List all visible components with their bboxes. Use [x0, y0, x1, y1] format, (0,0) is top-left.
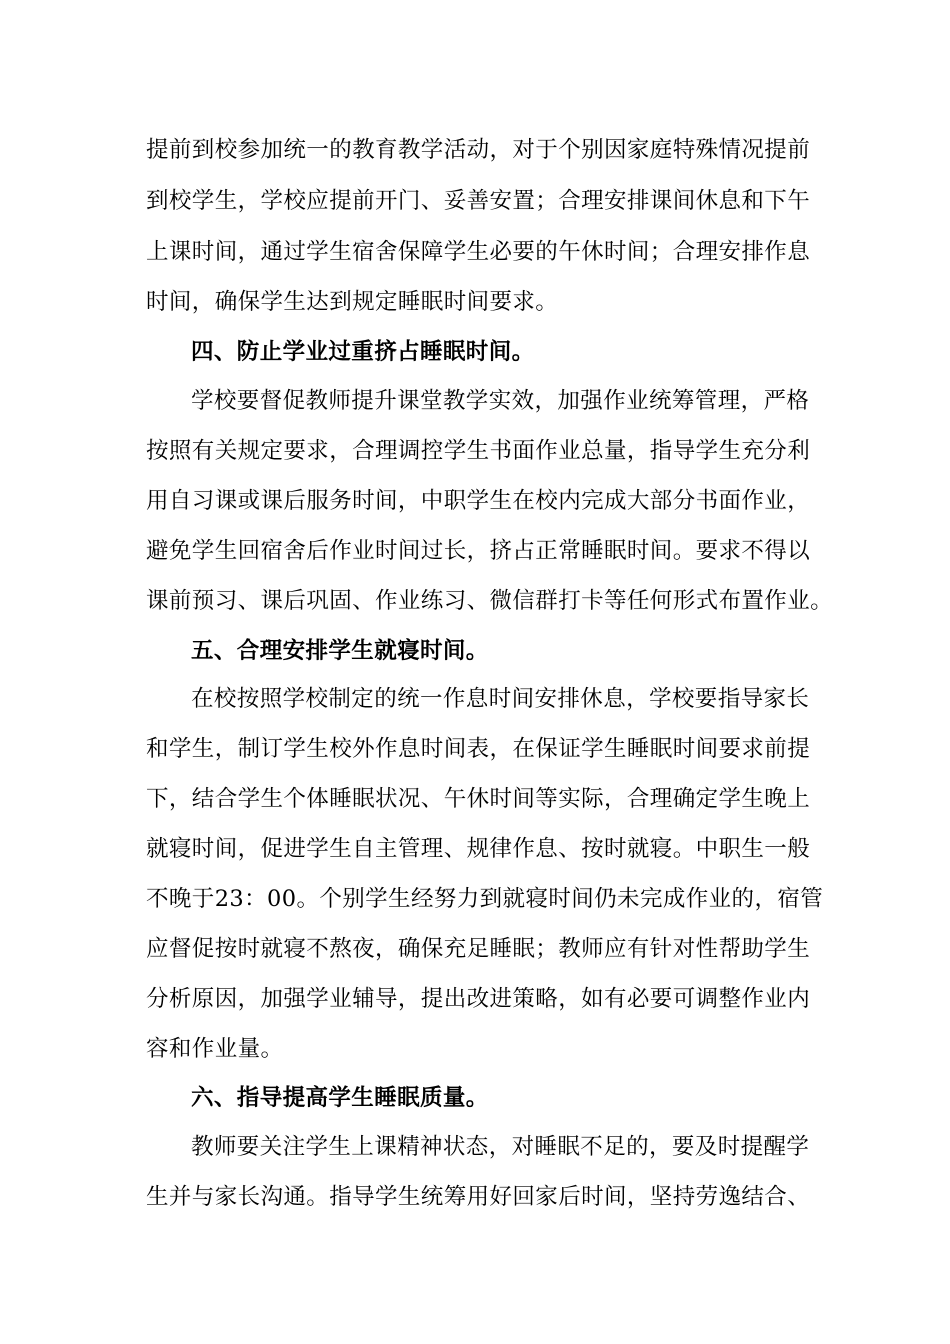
paragraph-line: 学校要督促教师提升课堂教学实效，加强作业统筹管理，严格: [191, 388, 810, 414]
section-heading-5: 五、合理安排学生就寝时间。: [191, 638, 489, 664]
paragraph-line: 上课时间，通过学生宿舍保障学生必要的午休时间；合理安排作息: [146, 239, 811, 265]
paragraph-line: 提前到校参加统一的教育教学活动，对于个别因家庭特殊情况提前: [146, 137, 811, 163]
paragraph-line: 用自习课或课后服务时间，中职学生在校内完成大部分书面作业，: [146, 488, 811, 514]
paragraph-line: 和学生，制订学生校外作息时间表，在保证学生睡眠时间要求前提: [146, 736, 811, 762]
paragraph-line: 分析原因，加强学业辅导，提出改进策略，如有必要可调整作业内: [146, 986, 811, 1012]
paragraph-line: 容和作业量。: [146, 1036, 284, 1062]
paragraph-line: 按照有关规定要求，合理调控学生书面作业总量，指导学生充分利: [146, 438, 811, 464]
paragraph-line: 避免学生回宿舍后作业时间过长，挤占正常睡眠时间。要求不得以: [146, 538, 811, 564]
paragraph-line: 不晚于23：00。个别学生经努力到就寝时间仍未完成作业的，宿管: [146, 886, 824, 912]
paragraph-line: 应督促按时就寝不熬夜，确保充足睡眠；教师应有针对性帮助学生: [146, 936, 811, 962]
paragraph-line: 时间，确保学生达到规定睡眠时间要求。: [146, 289, 559, 315]
paragraph-line: 下，结合学生个体睡眠状况、午休时间等实际，合理确定学生晚上: [146, 786, 811, 812]
section-heading-6: 六、指导提高学生睡眠质量。: [191, 1085, 489, 1111]
paragraph-line: 课前预习、课后巩固、作业练习、微信群打卡等任何形式布置作业。: [146, 588, 834, 614]
paragraph-line: 在校按照学校制定的统一作息时间安排休息，学校要指导家长: [191, 686, 810, 712]
paragraph-line: 就寝时间，促进学生自主管理、规律作息、按时就寝。中职生一般: [146, 836, 811, 862]
paragraph-line: 到校学生，学校应提前开门、妥善安置；合理安排课间休息和下午: [146, 188, 811, 214]
paragraph-line: 教师要关注学生上课精神状态，对睡眠不足的，要及时提醒学: [191, 1134, 810, 1160]
paragraph-line: 生并与家长沟通。指导学生统筹用好回家后时间，坚持劳逸结合、: [146, 1184, 811, 1210]
section-heading-4: 四、防止学业过重挤占睡眠时间。: [191, 339, 535, 365]
